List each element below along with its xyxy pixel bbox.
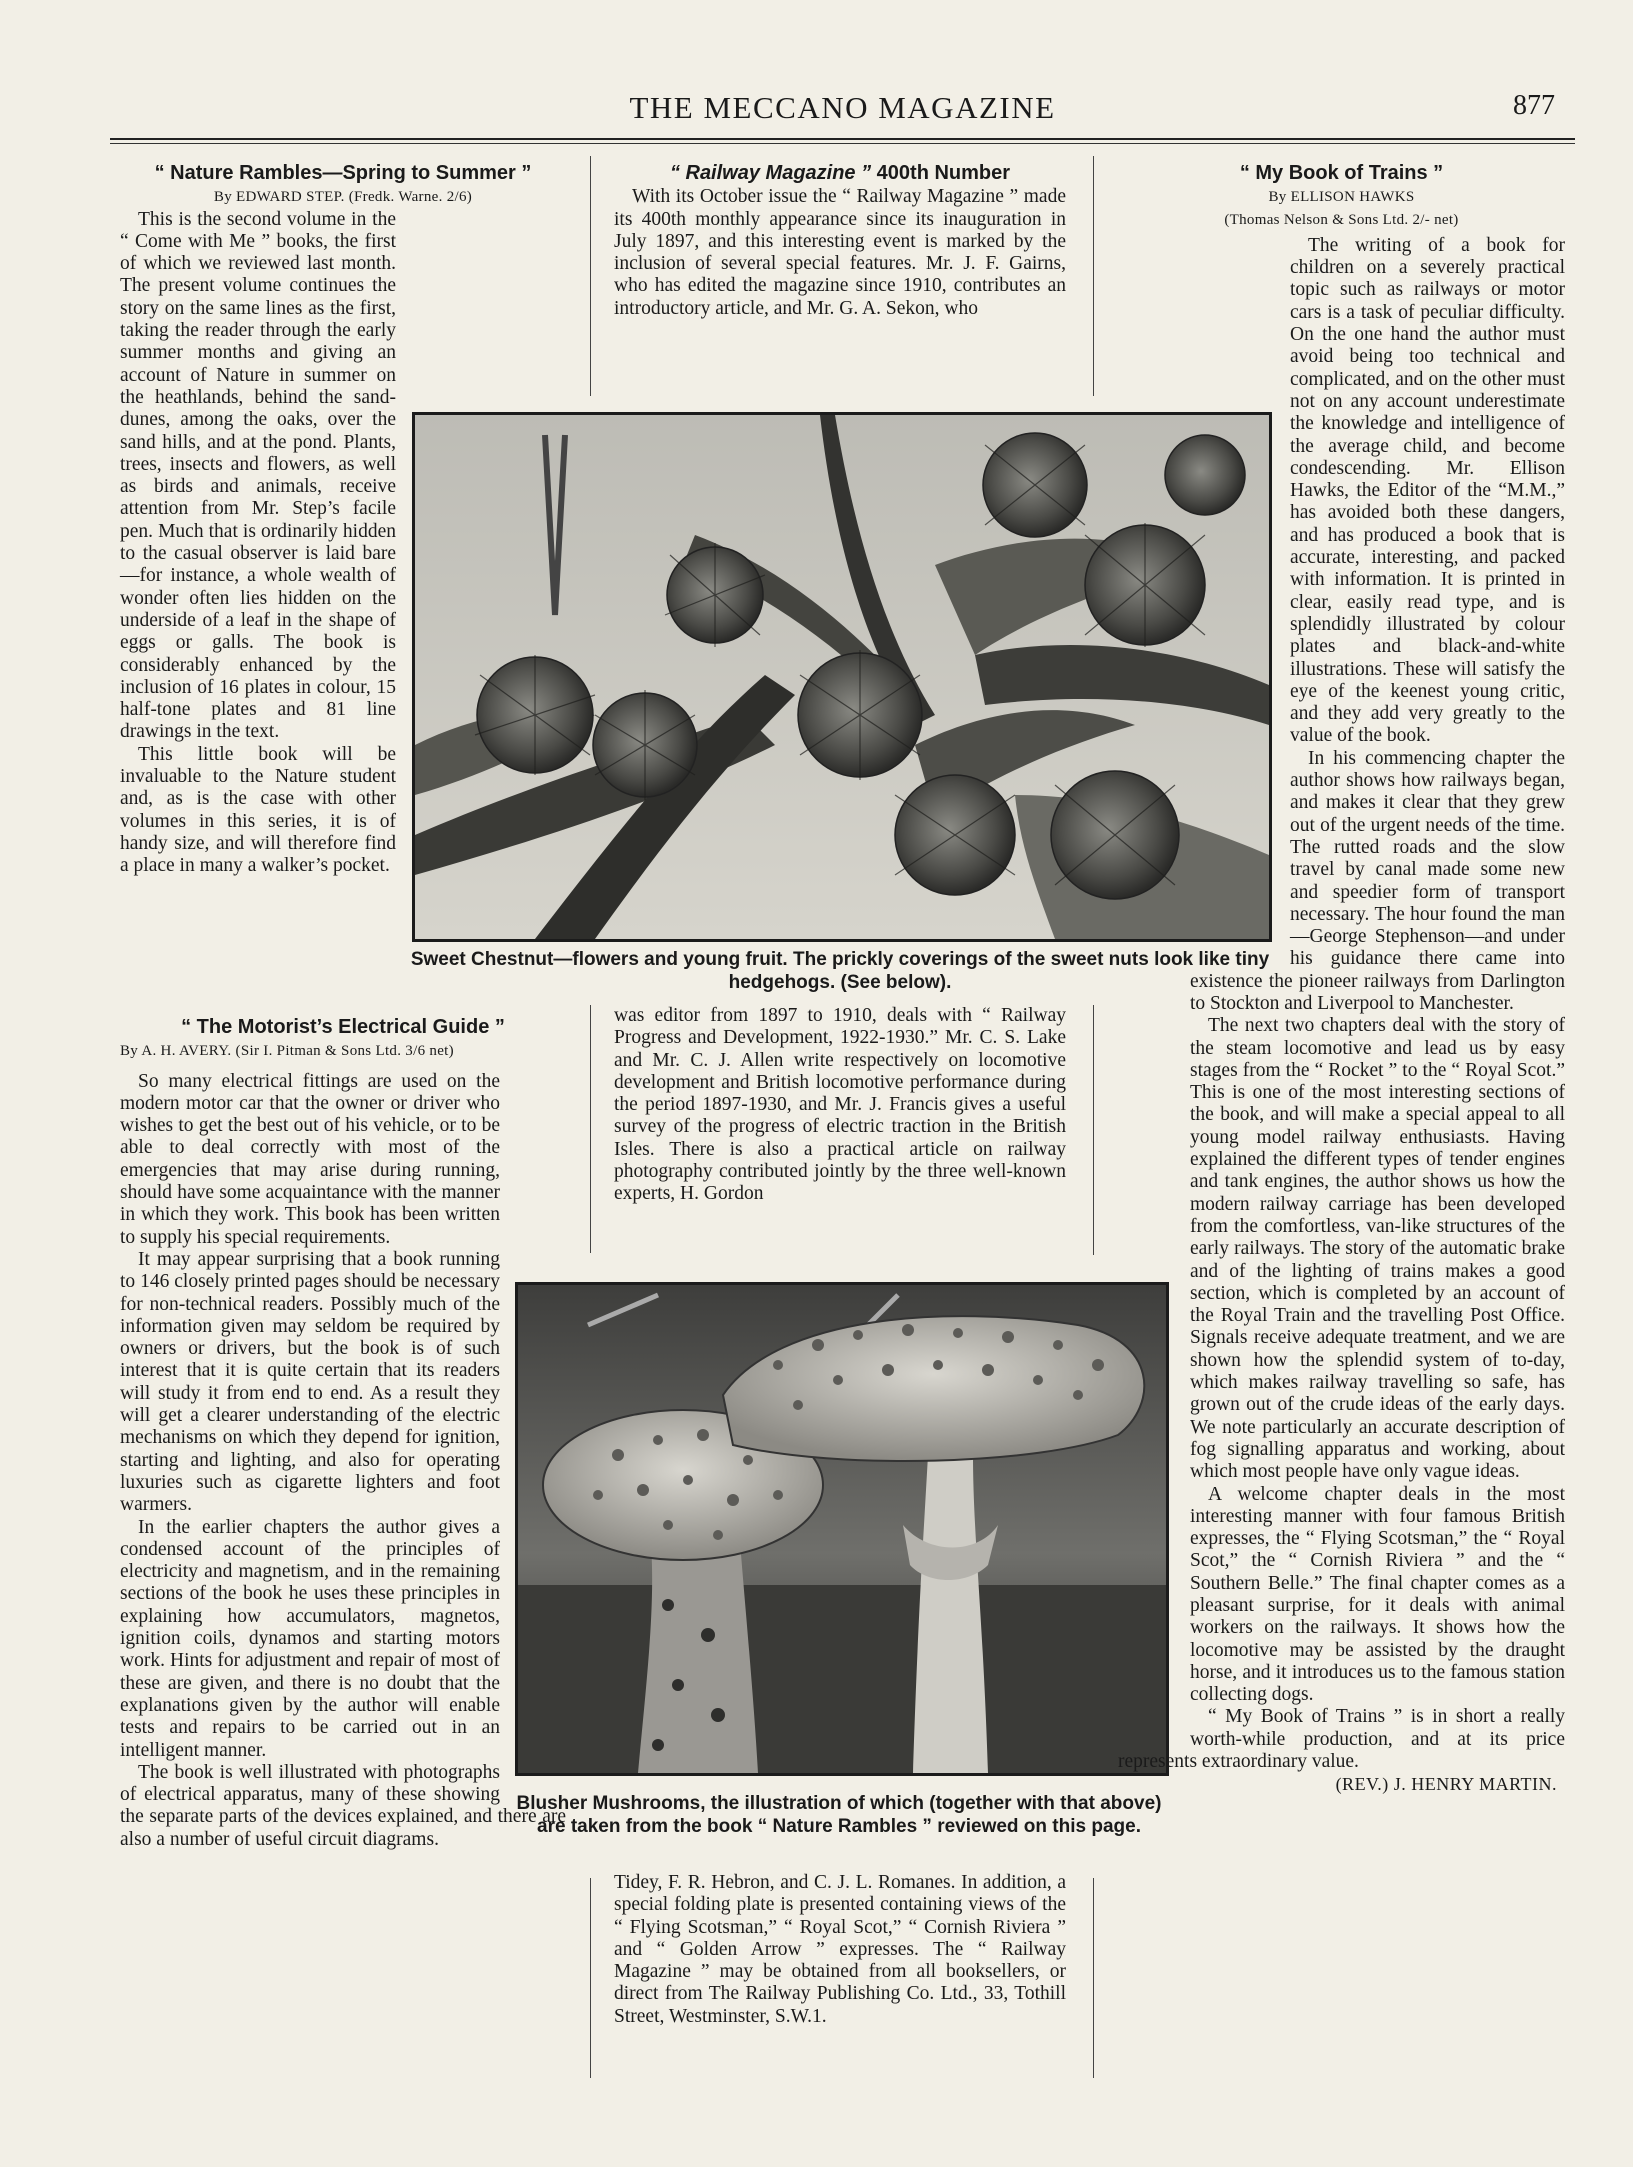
magazine-title: THE MECCANO MAGAZINE: [629, 90, 1056, 125]
my-book-of-trains-paragraph: In his commencing chapter the author shows how railways began, and makes it clear that they grew out of the urgent needs of the time. The rutted roads and the slow travel by canal made some new and speedier form of transport necessary. The hour found the man—George Stephenson—and under his guidance there came into existence the pioneer railways from Darlington to Stockton and Liverpool to Manchester.: [1190, 747, 1565, 1014]
column-divider-1-top: [590, 156, 591, 396]
mushroom-illustration: [518, 1285, 1166, 1773]
mushroom-caption: Blusher Mushrooms, the illustration of which (together with that above) are taken from the book “ Nature Rambles ” reviewed on this page.: [516, 1793, 1162, 1837]
my-book-of-trains-heading: “ My Book of Trains ”: [1239, 162, 1444, 184]
railway-magazine-heading-title: “ Railway Magazine ”: [669, 162, 872, 184]
railway-magazine-paragraph: Tidey, F. R. Hebron, and C. J. L. Romanes. In addition, a special folding plate is presented containing views of the “ Flying Scotsman,” “ Royal Scot,” “ Cornish Riviera ” and “ Golden Arrow ” expresses. The “ Railway Magazine ” may be obtained from all booksellers, or direct from The Railway Publishing Co. Ltd., 33, Tothill Street, Westminster, S.W.1.: [614, 1872, 1066, 2027]
railway-magazine-article-top: [614, 158, 1066, 320]
motorists-guide-byline: By A. H. AVERY. (Sir I. Pitman & Sons Ltd. 3/6 net): [120, 1043, 454, 1060]
my-book-of-trains-paragraph: The next two chapters deal with the story of the steam locomotive and lead us by easy stages from the “ Rocket ” to the “ Royal Scot.” This is one of the most interesting sections of the book, and will make a special appeal to all young model railway enthusiasts. Having explained the different types of tender engines and tank engines, the author shows us how the modern railway carriage has been developed from the comfortless, van-like structures of the early railways. The story of the automatic brake and of the lighting of trains makes a good section, which is completed by an account of the Royal Train and the travelling Post Office. Signals receive adequate treatment, and we are shown how the splendid system of to-day, which makes railway travelling so safe, has grown out of the crude ideas of the early days. We note particularly an accurate description of fog signalling apparatus and working, about which most people have only vague ideas.: [1190, 1015, 1565, 1483]
nature-rambles-heading: “ Nature Rambles—Spring to Summer ”: [154, 162, 532, 184]
railway-magazine-heading-rest: 400th Number: [871, 162, 1011, 184]
railway-magazine-paragraph: With its October issue the “ Railway Magazine ” made its 400th monthly appearance since its inauguration in July 1897, and this interesting event is marked by the inclusion of several special features. Mr. J. F. Gairns, who has edited the magazine since 1910, contributes an introductory article, and Mr. G. A. Sekon, who: [614, 186, 1066, 319]
header-rule-thin: [110, 143, 1575, 144]
nature-rambles-byline: By EDWARD STEP. (Fredk. Warne. 2/6): [213, 189, 473, 206]
column-divider-1-mid: [590, 1005, 591, 1253]
my-book-of-trains-paragraph: The writing of a book for children on a severely practical topic such as railways or motor cars is a task of peculiar difficulty. On the one hand the author must avoid being too technical and complicated, and on the other must not on any account underestimate the knowledge and intelligence of the average child, and become condescending. Mr. Ellison Hawks, the Editor of the “M.M.,” has avoided both these dangers, and has produced a book that is accurate, interesting, and packed with information. It is printed in clear, easily read type, and is splendidly illustrated by colour plates and black-and-white illustrations. These will satisfy the eye of the keenest young critic, and they add very greatly to the value of the book.: [1290, 234, 1565, 747]
column-divider-2-top: [1093, 156, 1094, 396]
my-book-of-trains-paragraph: “ My Book of Trains ” is in short a really worth-while production, and at its price represents extraordinary value.: [1118, 1706, 1565, 1773]
reviewer-signature: (REV.) J. HENRY MARTIN.: [1335, 1774, 1557, 1795]
nature-rambles-paragraph: This is the second volume in the “ Come with Me ” books, the first of which we reviewed last month. The present volume continues the story on the same lines as the first, taking the reader through the early summer months and giving an account of Nature in summer on the heathlands, behind the sand-dunes, among the oaks, over the sand hills, and at the pond. Plants, trees, insects and flowers, as well as birds and animals, receive attention from Mr. Step’s facile pen. Much that is ordinarily hidden to the casual observer is laid bare—for instance, a whole wealth of wonder often lies hidden on the underside of a leaf in the shape of eggs or galls. The book is considerably enhanced by the inclusion of 16 plates in colour, 15 half-tone plates and 81 line drawings in the text.: [120, 208, 396, 743]
chestnut-caption: Sweet Chestnut—flowers and young fruit. The prickly coverings of the sweet nuts look like tiny hedgehogs. (See below).: [410, 949, 1270, 993]
motorists-guide-paragraph: In the earlier chapters the author gives a condensed account of the principles of electricity and magnetism, and in the remaining sections of the book he uses these principles in explaining how accumulators, magnetos, ignition coils, dynamos and starting motors work. Hints for adjustment and repair of most of these are given, and there is no doubt that the explanations given by the author will enable tests and repairs to be carried out in an intelligent manner.: [120, 1516, 500, 1761]
my-book-of-trains-publisher: (Thomas Nelson & Sons Ltd. 2/- net): [1224, 211, 1459, 228]
railway-magazine-paragraph: was editor from 1897 to 1910, deals with “ Railway Progress and Development, 1922-1930.” Mr. C. S. Lake and Mr. C. J. Allen write respectively on locomotive development and British locomotive performance during the period 1897-1930, and Mr. J. Francis gives a useful survey of the progress of electric traction in the British Isles. There is also a practical article on railway photography contributed jointly by the three well-known experts, H. Gordon: [614, 1005, 1066, 1205]
motorists-guide-paragraph: So many electrical fittings are used on the modern motor car that the owner or driver who wishes to get the best out of his vehicle, or to be able to deal correctly with most of the emergencies that may arise during running, should have some acquaintance with the manner in which they work. This book has been written to supply his special requirements.: [120, 1070, 500, 1248]
motorists-guide-article: [120, 1012, 566, 1851]
column-divider-1-bottom: [590, 1878, 591, 2078]
column-divider-2-mid: [1093, 1005, 1094, 1255]
header-rule: [110, 138, 1575, 140]
railway-magazine-heading: [614, 162, 1066, 184]
blusher-mushrooms-photo: [515, 1282, 1169, 1776]
my-book-of-trains-author: By ELLISON HAWKS: [1268, 189, 1415, 206]
railway-magazine-article-bottom: [614, 1872, 1066, 2028]
motorists-guide-paragraph: The book is well illustrated with photographs of electrical apparatus, many of these showing the separate parts of the devices explained, and there are also a number of useful circuit diagrams.: [120, 1761, 566, 1850]
railway-magazine-article-mid: [614, 1005, 1066, 1206]
photo-exclusion: [1118, 1215, 1190, 1743]
column-divider-2-bottom: [1093, 1878, 1094, 2078]
page-header: [110, 88, 1575, 136]
nature-rambles-paragraph: This little book will be invaluable to the Nature student and, as is the case with other volumes in this series, it is of handy size, and will therefore find a place in many a walker’s pocket.: [120, 743, 396, 877]
motorists-guide-heading: “ The Motorist’s Electrical Guide ”: [181, 1016, 505, 1038]
my-book-of-trains-article: [1118, 158, 1565, 1796]
motorists-guide-paragraph: It may appear surprising that a book running to 146 closely printed pages should be necessary for non-technical readers. Possibly much of the information given may seldom be required by owners or drivers, but the book is of such interest that it is quite certain that its readers will study it from end to end. As a result they will get a clearer understanding of the electric mechanisms on which they depend for ignition, starting and lighting, and also for operating luxuries such as cigarette lighters and foot warmers.: [120, 1248, 500, 1516]
page-number: 877: [1513, 90, 1555, 121]
my-book-of-trains-paragraph: A welcome chapter deals in the most interesting manner with four famous British expresses, the “ Flying Scotsman,” the “ Royal Scot,” the “ Cornish Riviera ” and the “ Southern Belle.” The final chapter comes as a pleasant surprise, for it deals with animal workers on the railways. It shows how the locomotive may be assisted by the draught horse, and it introduces us to the famous station collecting dogs.: [1190, 1483, 1565, 1706]
photo-exclusion: [1118, 359, 1290, 957]
